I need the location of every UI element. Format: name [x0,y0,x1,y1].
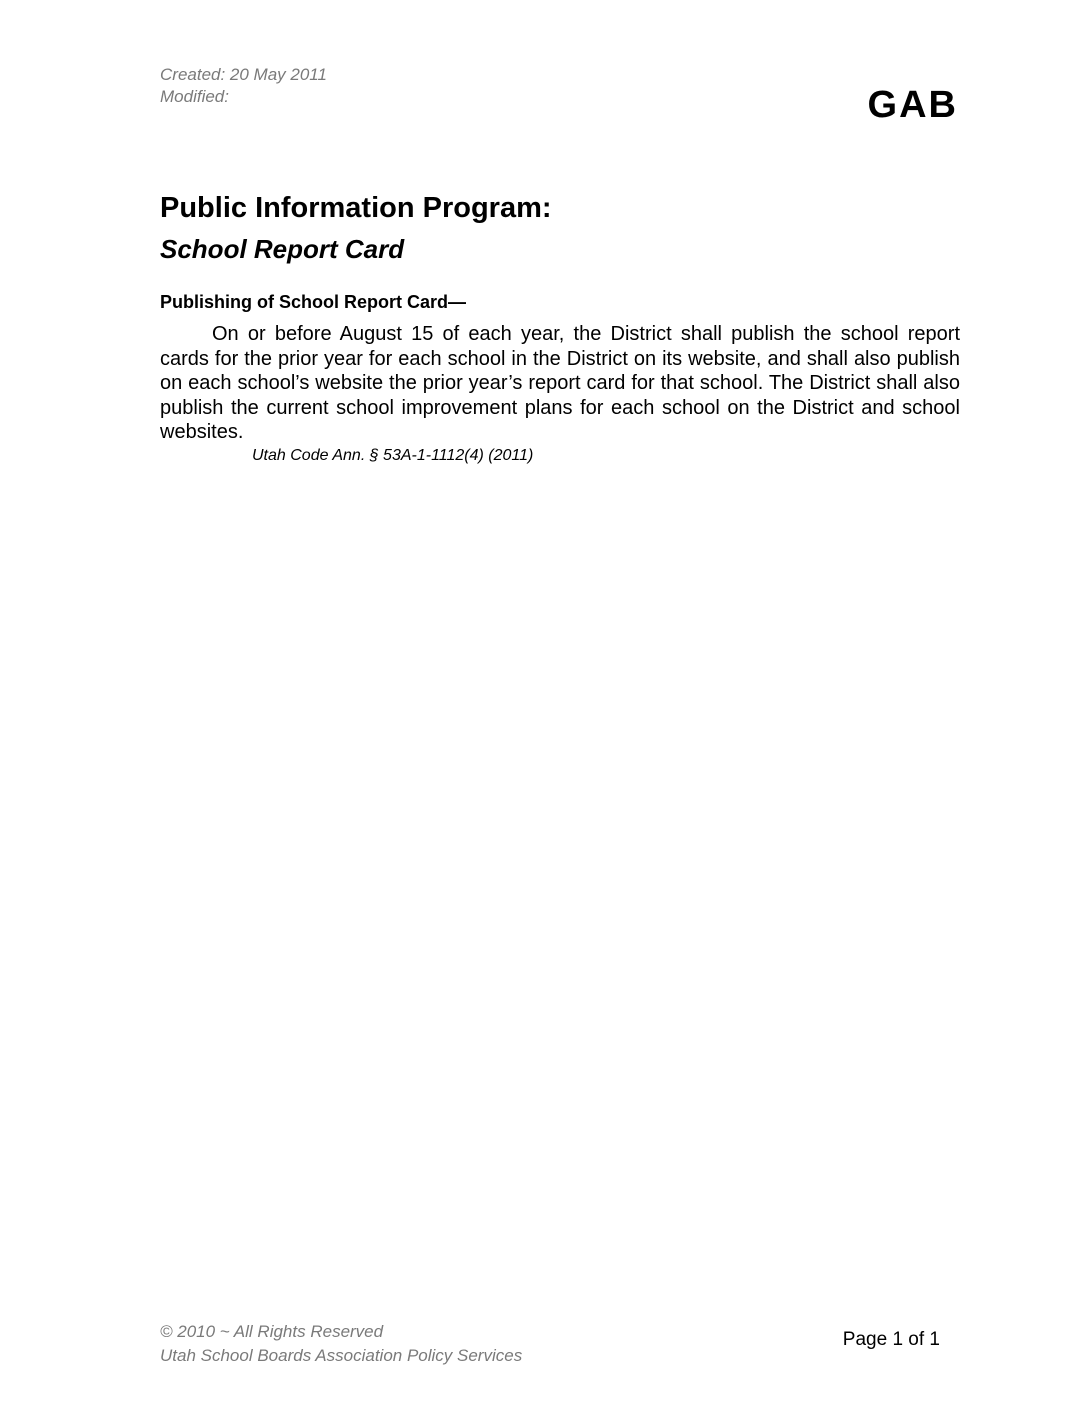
organization-name: Utah School Boards Association Policy Services [160,1346,523,1365]
modified-date: Modified: [160,87,229,106]
footer-copyright-block [160,1320,522,1368]
legal-citation: Utah Code Ann. § 53A-1-1112(4) (2011) [252,447,534,464]
page-number: Page 1 of 1 [842,1329,940,1350]
document-meta [160,64,327,108]
page-subtitle: School Report Card [160,234,405,264]
policy-code: GAB [867,84,958,126]
copyright-notice: © 2010 ~ All Rights Reserved [160,1322,384,1341]
section-heading: Publishing of School Report Card— [160,292,466,312]
created-date: Created: 20 May 2011 [160,65,327,84]
page-title: Public Information Program: [160,192,552,224]
policy-paragraph: On or before August 15 of each year, the District shall publish the school report cards for the prior year for each school in the District on its website, and shall also publish on each school’s website the prior year’s report card for that school. The District shall also publish the current school improvement plans for each school on the District and school websites. [160,323,960,443]
